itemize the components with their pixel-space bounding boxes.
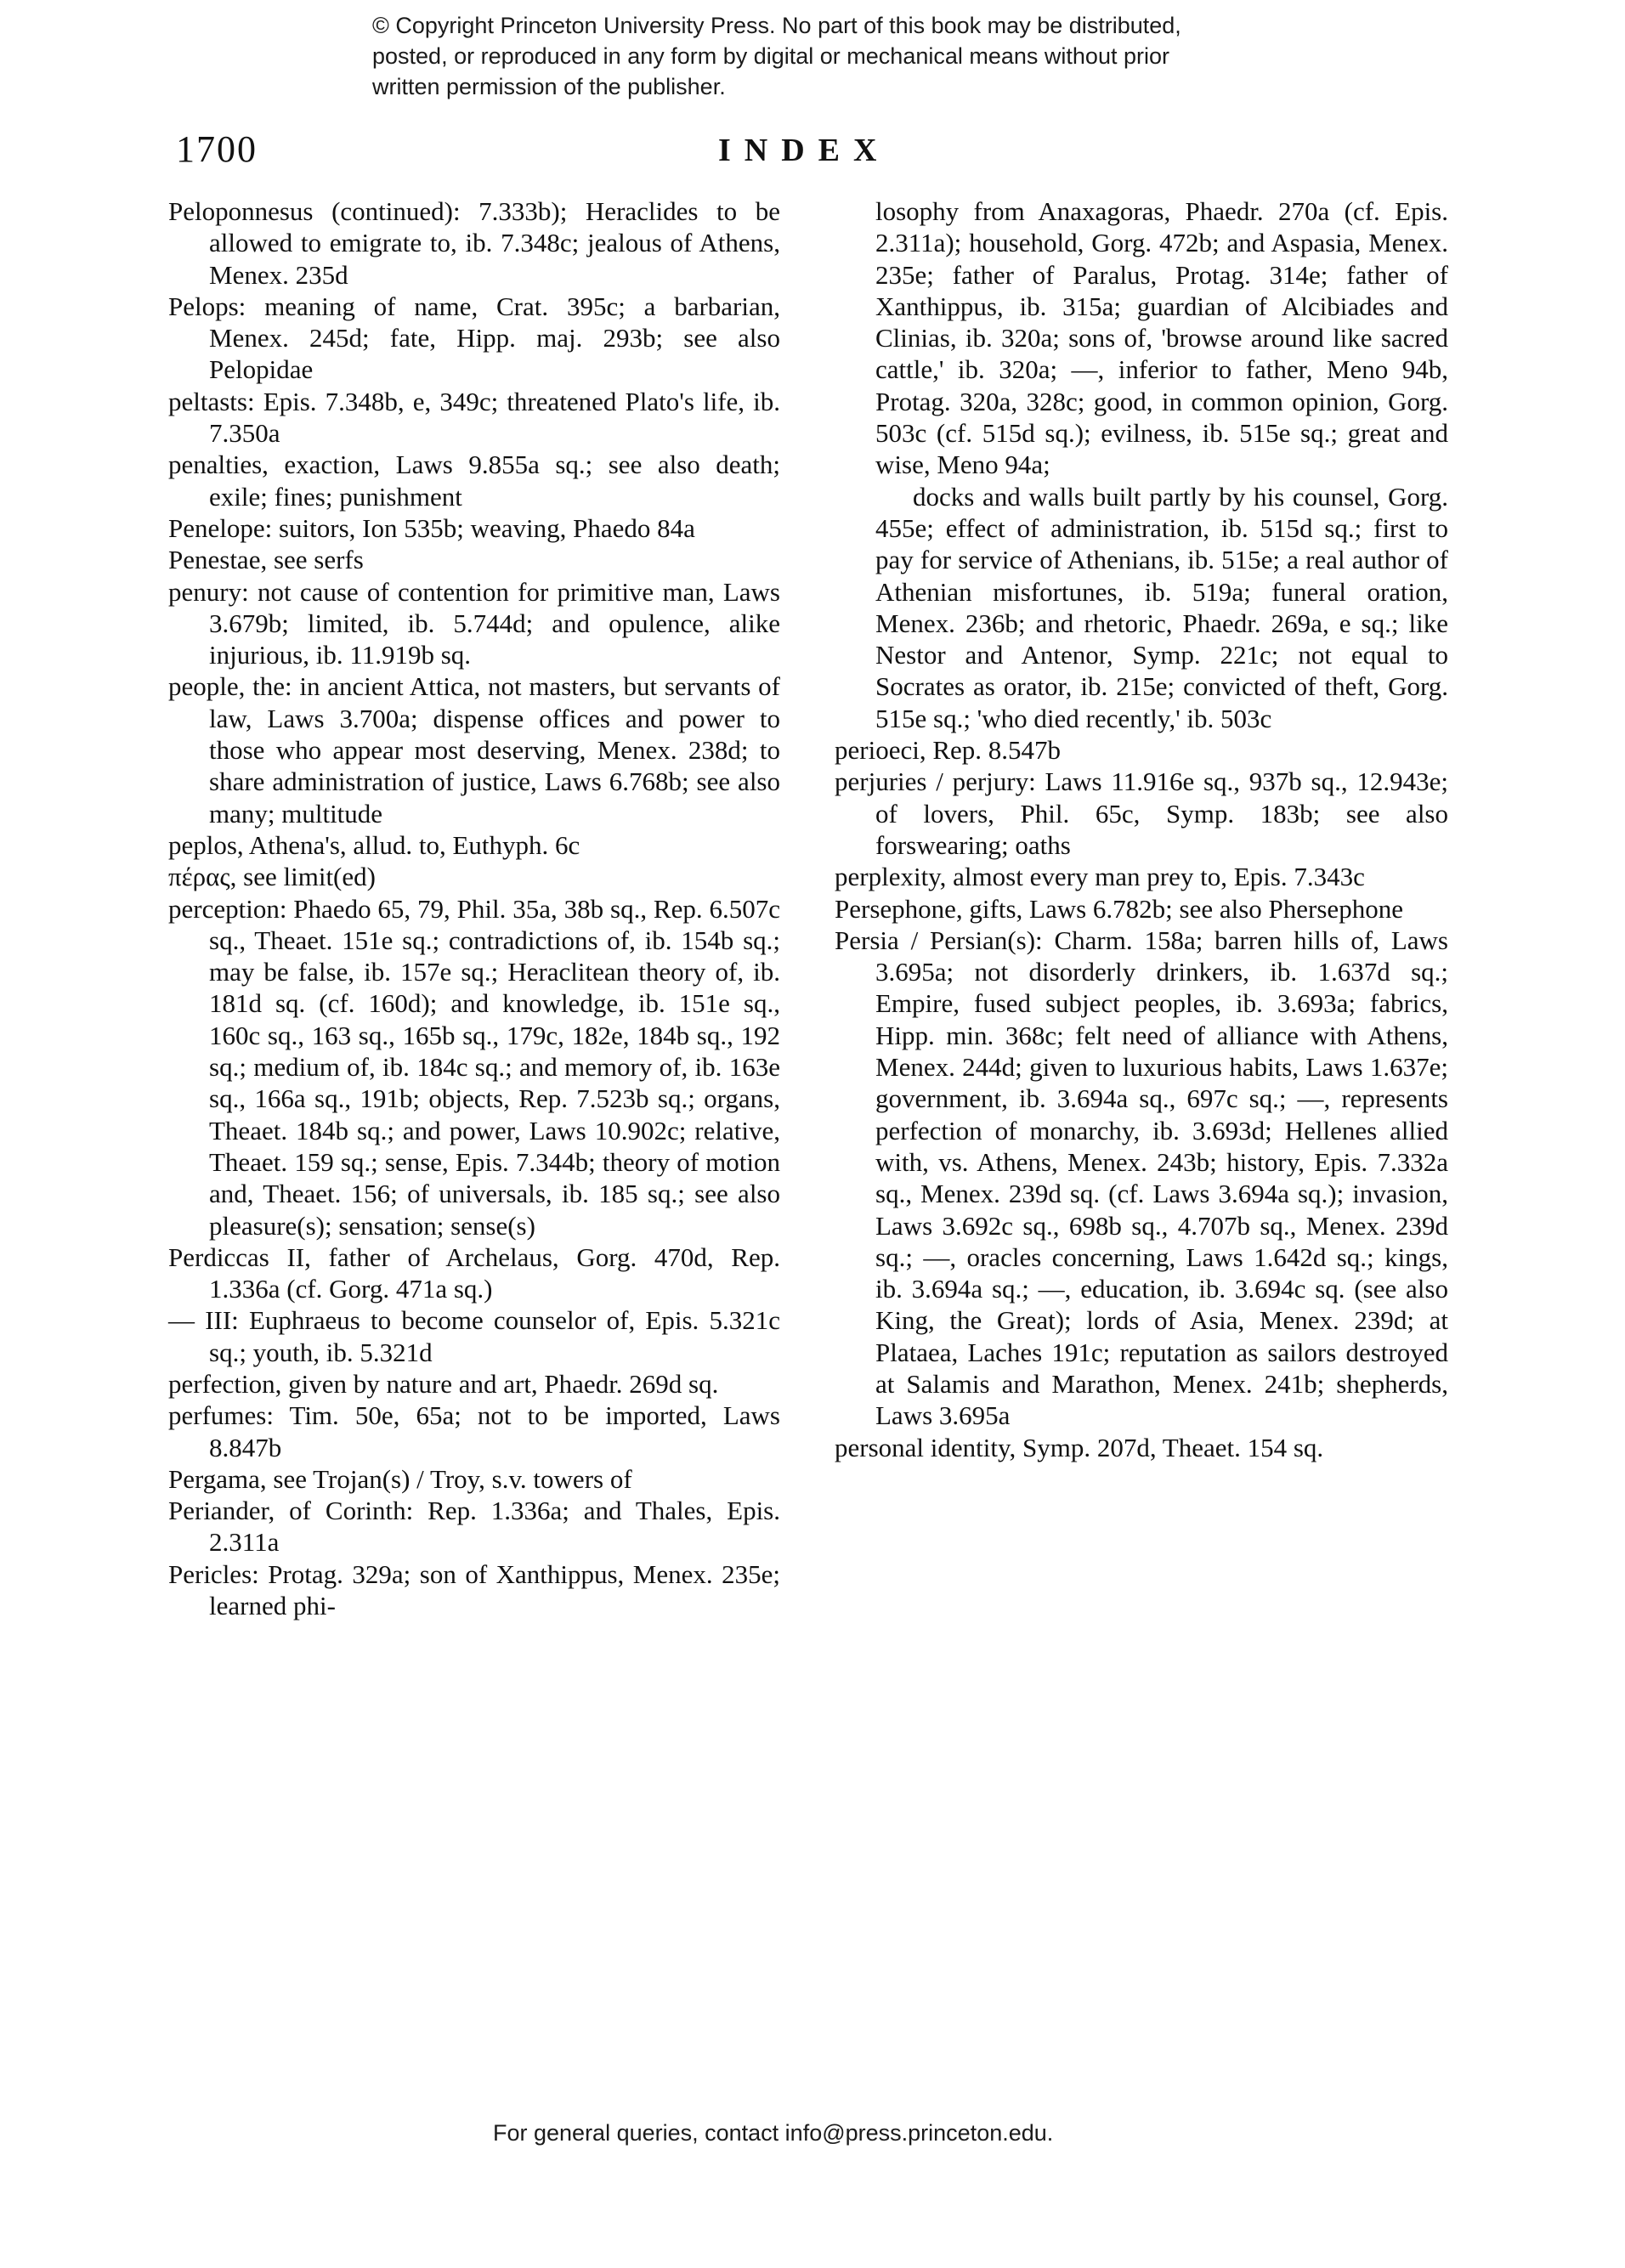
right-column xyxy=(835,195,1448,1463)
index-entry: Perdiccas II, father of Archelaus, Gorg. 470d, Rep. 1.336a (cf. Gorg. 471a sq.) xyxy=(168,1241,780,1304)
page-number: 1700 xyxy=(176,128,258,170)
index-entry: perfumes: Tim. 50e, 65a; not to be imported, Laws 8.847b xyxy=(168,1400,780,1462)
index-entry: Periander, of Corinth: Rep. 1.336a; and Thales, Epis. 2.311a xyxy=(168,1496,780,1558)
index-entry: Persephone, gifts, Laws 6.782b; see also Phersephone xyxy=(835,893,1403,924)
index-entry: Penelope: suitors, Ion 535b; weaving, Phaedo 84a xyxy=(168,512,695,543)
index-entry: Pergama, see Trojan(s) / Troy, s.v. towers of xyxy=(168,1463,632,1494)
index-entry: Penestae, see serfs xyxy=(168,545,364,575)
index-entry: perjuries / perjury: Laws 11.916e sq., 937b sq., 12.943e; of lovers, Phil. 65c, Symp. 183b; see also forswearing; oaths xyxy=(835,766,1448,860)
index-entry: penalties, exaction, Laws 9.855a sq.; see also death; exile; fines; punishment xyxy=(168,450,780,512)
index-entry: Persia / Persian(s): Charm. 158a; barren hills of, Laws 3.695a; not disorderly drinkers, ib. 1.637d sq.; Empire, fused subject peoples, ib. 3.693a; fabrics, Hipp. min. 368c; felt need of alliance with Athens, Menex. 244d; given to luxurious habits, Laws 1.637e; government, ib. 3.694a sq., 697c sq.; —, represents perfection of monarchy, ib. 3.693d; Hellenes allied with, vs. Athens, Menex. 243b; history, Epis. 7.332a sq., Menex. 239d sq. (cf. Laws 3.694a sq.); invasion, Laws 3.692c sq., 698b sq., 4.707b sq., Menex. 239d sq.; —, oracles concerning, Laws 1.642d sq.; kings, ib. 3.694a sq.; —, education, ib. 3.694c sq. (see also King, the Great); lords of Asia, Menex. 239d; at Plataea, Laches 191c; reputation as sailors destroyed at Salamis and Marathon, Menex. 241b; shepherds, Laws 3.695a xyxy=(835,925,1448,1431)
index-entry: peltasts: Epis. 7.348b, e, 349c; threatened Plato's life, ib. 7.350a xyxy=(168,386,780,449)
index-entry: Pericles: Protag. 329a; son of Xanthippus, Menex. 235e; learned phi- xyxy=(168,1558,780,1621)
index-entry: personal identity, Symp. 207d, Theaet. 154 sq. xyxy=(835,1432,1324,1462)
index-entry: perplexity, almost every man prey to, Epis. 7.343c xyxy=(835,862,1365,892)
index-entry: Peloponnesus (continued): 7.333b); Heraclides to be allowed to emigrate to, ib. 7.348c; jealous of Athens, Menex. 235d xyxy=(168,196,780,290)
contact-footer: For general queries, contact info@press.princeton.edu. xyxy=(493,2120,1054,2146)
index-entry-continued: docks and walls built partly by his counsel, Gorg. 455e; effect of administration, ib. 515d sq.; first to pay for service of Athenians, ib. 515e; a real author of Athenian misfortunes, ib. 519a; funeral oration, Menex. 236b; and rhetoric, Phaedr. 269a, e sq.; like Nestor and Antenor, Symp. 221c; not equal to Socrates as orator, ib. 215e; convicted of theft, Gorg. 515e sq.; 'who died recently,' ib. 503c xyxy=(875,481,1448,733)
index-entry: peplos, Athena's, allud. to, Euthyph. 6c xyxy=(168,829,580,860)
left-column xyxy=(168,195,780,1621)
index-entry: perioeci, Rep. 8.547b xyxy=(835,735,1062,766)
index-entry: — III: Euphraeus to become counselor of, Epis. 5.321c sq.; youth, ib. 5.321d xyxy=(168,1305,780,1367)
index-entry: perfection, given by nature and art, Phaedr. 269d sq. xyxy=(168,1368,719,1399)
index-entry: people, the: in ancient Attica, not masters, but servants of law, Laws 3.700a; dispense offices and power to those who appear most deserving, Menex. 238d; to share administration of justice, Laws 6.768b; see also many; multitude xyxy=(168,671,780,829)
index-entry-continued: losophy from Anaxagoras, Phaedr. 270a (cf. Epis. 2.311a); household, Gorg. 472b; and Aspasia, Menex. 235e; father of Paralus, Protag. 314e; father of Xanthippus, ib. 315a; guardian of Alcibiades and Clinias, ib. 320a; sons of, 'browse around like sacred cattle,' ib. 320a; —, inferior to father, Meno 94b, Protag. 320a, 328c; good, in common opinion, Gorg. 503c (cf. 515d sq.); evilness, ib. 515e sq.; great and wise, Meno 94a; xyxy=(875,196,1448,480)
copyright-notice: © Copyright Princeton University Press. No part of this book may be distributed, posted, or reproduced in any form by digital or mechanical means without prior written permission of the publisher. xyxy=(372,13,1181,99)
index-entry: perception: Phaedo 65, 79, Phil. 35a, 38b sq., Rep. 6.507c sq., Theaet. 151e sq.; contradictions of, ib. 154b sq.; may be false, ib. 157e sq.; Heraclitean theory of, ib. 181d sq. (cf. 160d); and knowledge, ib. 151e sq., 160c sq., 163 sq., 165b sq., 179c, 182e, 184b sq., 192 sq.; medium of, ib. 184c sq.; and memory of, ib. 163e sq., 166a sq., 191b; objects, Rep. 7.523b sq.; organs, Theaet. 184b sq.; and power, Laws 10.902c; relative, Theaet. 159 sq.; sense, Epis. 7.344b; theory of motion and, Theaet. 156; of universals, ib. 185 sq.; see also pleasure(s); sensation; sense(s) xyxy=(168,893,780,1241)
index-entry: penury: not cause of contention for primitive man, Laws 3.679b; limited, ib. 5.744d; and opulence, alike injurious, ib. 11.919b sq. xyxy=(168,576,780,670)
index-entry: Pelops: meaning of name, Crat. 395c; a barbarian, Menex. 245d; fate, Hipp. maj. 293b; see also Pelopidae xyxy=(168,291,780,385)
index-entry: πέρας, see limit(ed) xyxy=(168,862,376,892)
running-head: INDEX xyxy=(718,133,891,168)
